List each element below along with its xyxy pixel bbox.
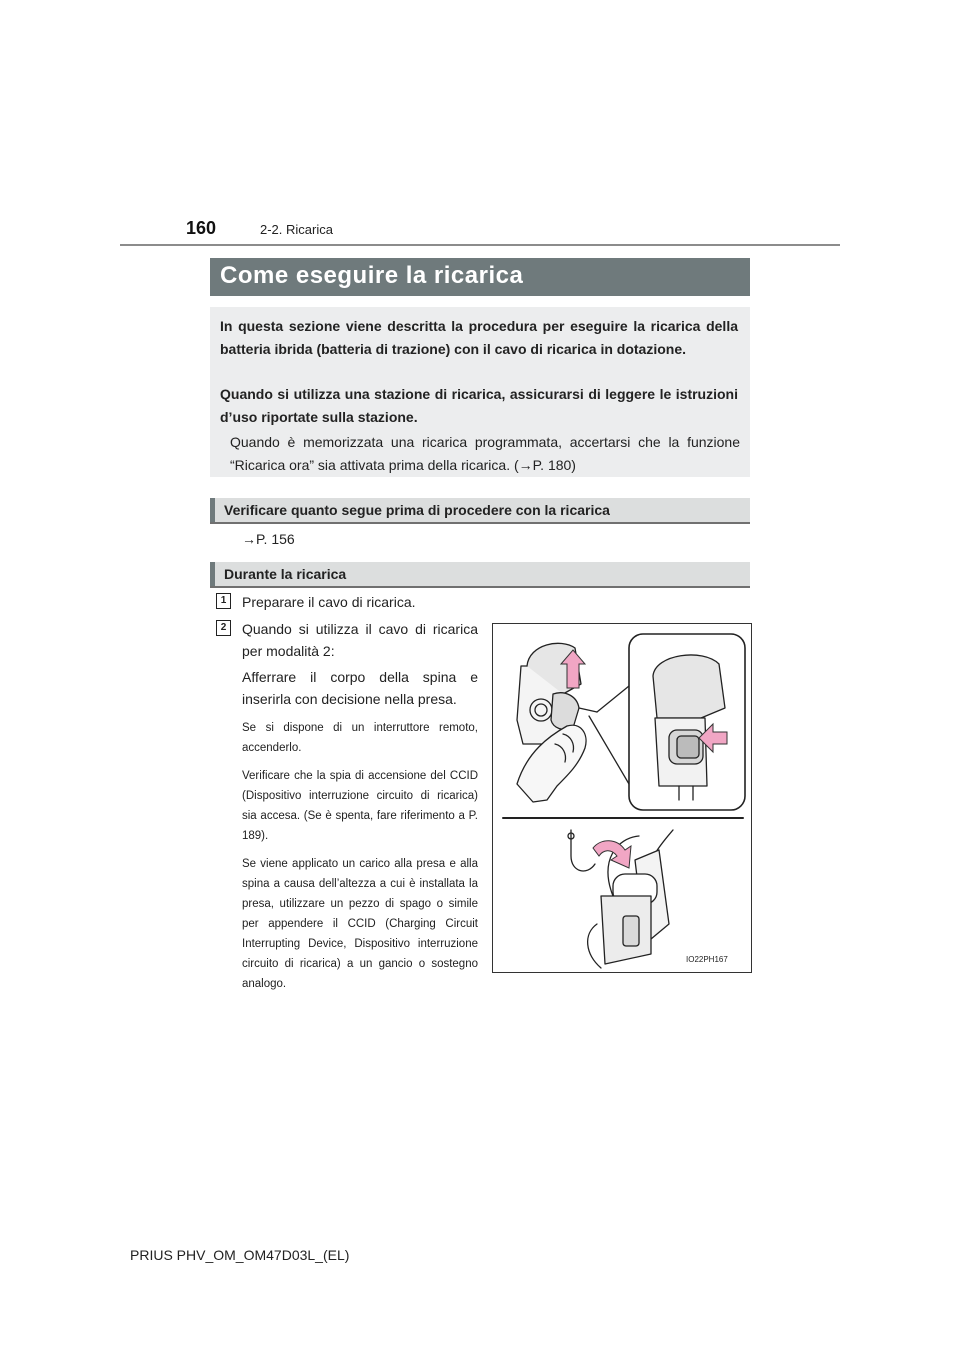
page-reference: →P. 156 <box>242 531 295 547</box>
step-number-1: 1 <box>216 593 231 609</box>
section-heading-text: Verificare quanto segue prima di procedere con la ricarica <box>224 502 610 518</box>
page-title-bar <box>210 258 750 296</box>
step-2-block <box>242 618 478 994</box>
step-2-note-remote-switch: Se si dispone di un interruttore remoto, accenderlo. <box>242 722 478 754</box>
heading-accent <box>210 498 215 522</box>
page-number: 160 <box>186 218 217 238</box>
step-1-text: Preparare il cavo di ricarica. <box>242 594 416 610</box>
illustration-drawing <box>493 624 751 972</box>
step-2-note-hang-ccid: Se viene applicato un carico alla presa e alla spina a causa dell’altezza a cui è installata la presa, utilizzare un pezzo di spago o simile per appendere il CCID (Charging Circuit Interrupting Device, Dispositivo interruzione circuito di ricarica) a un gancio o sostegno analogo. <box>242 858 478 990</box>
intro-paragraph-2: Quando si utilizza una stazione di ricarica, assicurarsi di leggere le istruzioni d’uso riportate sulla stazione. <box>220 386 738 425</box>
page-title: Come eseguire la ricarica <box>220 262 524 289</box>
illustration-plug-insertion <box>492 623 752 973</box>
section-heading-text: Durante la ricarica <box>224 566 347 582</box>
document-footer: PRIUS PHV_OM_OM47D03L_(EL) <box>130 1247 350 1263</box>
figure-code: IO22PH167 <box>686 955 728 964</box>
header-divider <box>120 244 840 246</box>
step-2-note-ccid-light: Verificare che la spia di accensione del CCID (Dispositivo interruzione circuito di ricarica) sia accesa. (Se è spenta, fare riferimento a P. 189). <box>242 770 478 842</box>
intro-paragraph-1: In questa sezione viene descritta la procedura per eseguire la ricarica della batteria ibrida (batteria di trazione) con il cavo di ricarica in dotazione. <box>220 318 738 357</box>
intro-note: Quando è memorizzata una ricarica programmata, accertarsi che la funzione “Ricarica ora” sia attivata prima della ricarica. (→P. 180) <box>230 434 740 473</box>
step-2-text: Quando si utilizza il cavo di ricarica per modalità 2: <box>242 621 478 659</box>
heading-accent <box>210 562 215 586</box>
intro-box <box>210 307 750 477</box>
step-number-2: 2 <box>216 620 231 636</box>
section-heading-check <box>210 498 750 524</box>
section-heading-charging <box>210 562 750 588</box>
section-label: 2-2. Ricarica <box>260 222 333 237</box>
step-2-action: Afferrare il corpo della spina e inserirla con decisione nella presa. <box>242 669 478 707</box>
